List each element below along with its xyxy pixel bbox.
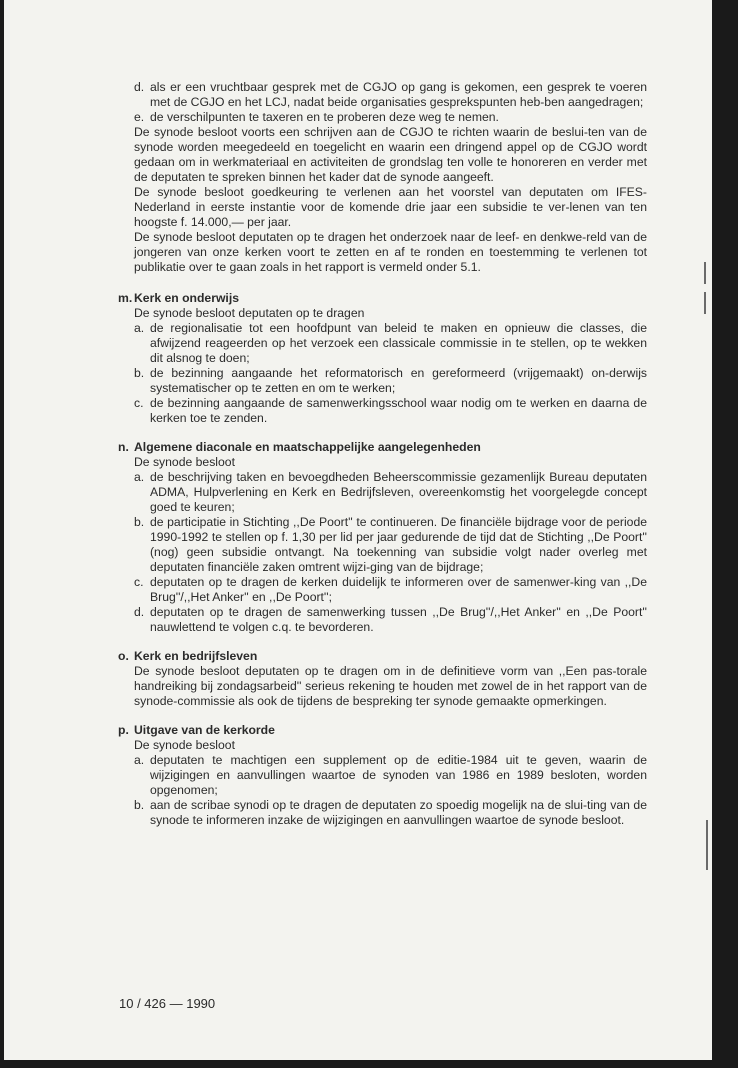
item-text: de verschilpunten te taxeren en te proberen deze weg te nemen. — [150, 110, 499, 124]
section-lead: De synode besloot — [134, 738, 235, 752]
item-label: b. — [134, 515, 145, 529]
section-title: Algemene diaconale en maatschappelijke aangelegenheden — [134, 440, 481, 454]
page-footer: 10 / 426 — 1990 — [119, 996, 216, 1011]
item-label: a. — [134, 470, 145, 484]
item-label: c. — [134, 575, 144, 589]
item-text: deputaten te machtigen een supplement op de editie-1984 uit te geven, waarin de wijzigingen en aanvullingen waartoe de synoden van 1986 en 1989 besloten, worden opgenomen; — [150, 753, 647, 797]
list-item — [134, 470, 647, 515]
list-item — [134, 110, 647, 125]
list-item — [134, 515, 647, 575]
margin-mark — [704, 292, 706, 314]
section-title: Kerk en onderwijs — [134, 291, 239, 305]
paragraph: De synode besloot voorts een schrijven aan de CGJO te richten waarin de beslui-ten van de synode worden meegedeeld en toegelicht en waarin een dringend appel op de CGJO wordt gedaan om in werkmateriaal en activiteiten de grondslag ten volle te honoreren en verder met de deputaten te spreken binnen het kader dat de synode aangeeft. — [134, 125, 647, 184]
section-letter: n. — [118, 440, 129, 454]
item-label: d. — [134, 80, 145, 94]
section-letter: p. — [118, 723, 129, 737]
item-label: d. — [134, 605, 145, 619]
item-text: de participatie in Stichting ,,De Poort'' te continueren. De financiële bijdrage voor de periode 1990-1992 te stellen op f. 1,30 per lid per jaar gedurende de tijd dat de Stichting ,,De Poort'' (nog) geen subsidie ontvangt. Na toekenning van subsidie volgt nader overleg met deputaten financiële zaken omtrent wijzi-ging van de bijdrage; — [150, 515, 647, 574]
section-letter: m. — [118, 291, 133, 305]
item-text: aan de scribae synodi op te dragen de deputaten zo spoedig mogelijk na de slui-ting van de synode te informeren inzake de wijzigingen en aanvullingen waartoe de synode besloot. — [150, 798, 647, 827]
item-text: deputaten op te dragen de kerken duidelijk te informeren over de samenwer-king van ,,De Brug''/,,Het Anker'' en ,,De Poort''; — [150, 575, 647, 604]
section-o — [118, 649, 647, 709]
section-m — [118, 291, 647, 426]
section-title: Uitgave van de kerkorde — [134, 723, 275, 737]
item-label: c. — [134, 396, 144, 410]
section-lead: De synode besloot — [134, 455, 235, 469]
item-text: de bezinning aangaande de samenwerkingsschool waar nodig om te werken en daarna de kerken toe te zenden. — [150, 396, 647, 425]
paragraph: De synode besloot deputaten op te dragen het onderzoek naar de leef- en denkwe-reld van de jongeren van onze kerken voort te zetten en af te ronden en toestemming te verlenen tot publikatie over te gaan zoals in het rapport is vermeld onder 5.1. — [134, 230, 647, 274]
scan-edge-bottom — [0, 1060, 738, 1068]
list-item — [134, 396, 647, 426]
item-label: b. — [134, 366, 145, 380]
intro-list — [134, 80, 647, 125]
item-text: de regionalisatie tot een hoofdpunt van beleid te maken en opnieuw die classes, die afwijzend reageerden op het verzoek een classicale commissie in te stellen, op te wekken dit alsnog te doen; — [150, 321, 647, 365]
list-item — [134, 321, 647, 366]
item-label: b. — [134, 798, 145, 812]
list-item — [134, 605, 647, 635]
item-text: de beschrijving taken en bevoegdheden Beheerscommissie gezamenlijk Bureau deputaten ADMA, Hulpverlening en Kerk en Bedrijfsleven, overeenkomstig het voorgelegde concept goed te keuren; — [150, 470, 647, 514]
item-label: a. — [134, 753, 145, 767]
section-n — [118, 440, 647, 635]
list-item — [134, 575, 647, 605]
item-label: a. — [134, 321, 145, 335]
section-lead: De synode besloot deputaten op te dragen om in de definitieve vorm van ,,Een pas-torale handreiking bij zondagsarbeid'' serieus rekening te houden met zowel de in het rapport van de synode-commissie als ook de tijdens de bespreking ter synode gemaakte opmerkingen. — [134, 664, 647, 708]
section-lead: De synode besloot deputaten op te dragen — [134, 306, 365, 320]
section-letter: o. — [118, 649, 129, 663]
paragraph: De synode besloot goedkeuring te verlenen aan het voorstel van deputaten om IFES-Nederland in eerste instantie voor de komende drie jaar een subsidie te ver-lenen van ten hoogste f. 14.000,— per jaar. — [134, 185, 647, 229]
item-text: deputaten op te dragen de samenwerking tussen ,,De Brug''/,,Het Anker'' en ,,De Poort'' nauwlettend te volgen c.q. te bevorderen. — [150, 605, 647, 634]
list-item — [134, 366, 647, 396]
scan-edge-right — [712, 0, 738, 1068]
list-item — [134, 753, 647, 798]
margin-mark — [704, 262, 706, 284]
item-label: e. — [134, 110, 145, 124]
document-page — [4, 0, 712, 1060]
section-p — [118, 723, 647, 828]
item-text: als er een vruchtbaar gesprek met de CGJO op gang is gekomen, een gesprek te voeren met de CGJO en het LCJ, nadat beide organisaties gesprekspunten heb-ben aangedragen; — [150, 80, 647, 109]
page-body — [118, 80, 647, 828]
margin-mark — [706, 820, 708, 870]
list-item — [134, 80, 647, 110]
section-title: Kerk en bedrijfsleven — [134, 649, 258, 663]
list-item — [134, 798, 647, 828]
item-text: de bezinning aangaande het reformatorisch en gereformeerd (vrijgemaakt) on-derwijs systematischer op te zetten en om te werken; — [150, 366, 647, 395]
